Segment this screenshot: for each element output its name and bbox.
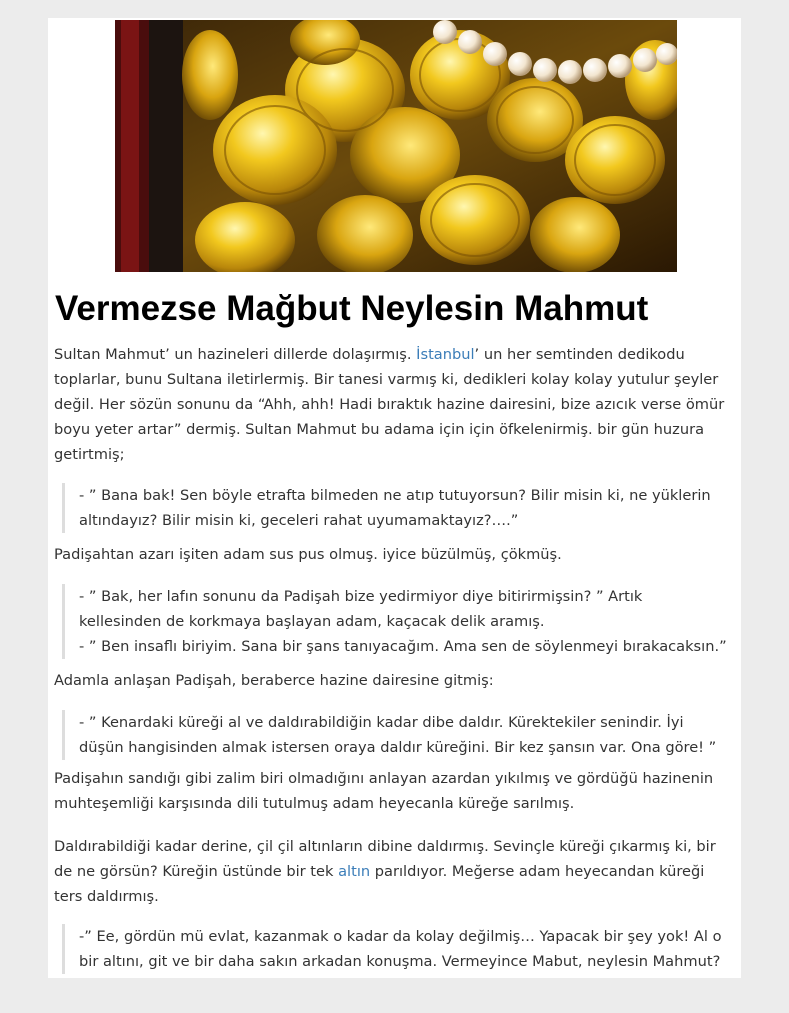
istanbul-link[interactable]: İstanbul [416,346,475,363]
paragraph-intro-text-end: ’ un her semtinden dedikodu toplarlar, bunu Sultana iletirlermiş. Bir tanesi varmış ki, dedikleri kolay kolay yutulur şeyler değil. Her sözün sonunu da “Ahh, ahh! Hadi bıraktık hazine dairesini, bize azıcık verse ömür boyu yeter artar” dermiş. Sultan Mahmut bu adama için için öfkelenirmiş. bir gün huzura getirtmiş; [54,346,725,463]
blockquote-4 [62,924,728,974]
gold-coins-image [115,20,677,272]
blockquote-2 [62,584,728,659]
paragraph-5-text-end: parıldıyor. Meğerse adam heyecandan küreği ters daldırmış. [54,863,705,905]
blockquote-1 [62,483,728,533]
paragraph-3: Adamla anlaşan Padişah, beraberce hazine dairesine gitmiş: [54,672,494,689]
paragraph-2: Padişahtan azarı işiten adam sus pus olmuş. iyice büzülmüş, çökmüş. [54,546,562,563]
paragraph-intro-text-start: Sultan Mahmut’ un hazineleri dillerde dolaşırmış. [54,346,417,363]
article-page [48,18,741,978]
quote-text: - ” Bak, her lafın sonunu da Padişah bize yedirmiyor diye bitirirmişsin? ” Artık kellesinden de korkmaya başlayan adam, kaçacak delik aramış. [79,588,643,630]
blockquote-3 [62,710,728,760]
quote-text: - ” Kenardaki küreği al ve daldırabildiğin kadar dibe daldır. Kürektekiler senindir. İyi düşün hangisinden almak istersen oraya daldır küreğini. Bir kez şansın var. Ona göre! ” [79,714,717,756]
paragraph-intro [54,342,730,467]
quote-text: - ” Ben insaflı biriyim. Sana bir şans tanıyacağım. Ama sen de söylenmeyi bırakacaksın.” [79,638,727,655]
paragraph-4: Padişahın sandığı gibi zalim biri olmadığını anlayan azardan yıkılmış ve gördüğü hazinenin muhteşemliği karşısında dili tutulmuş adam heyecanla küreğe sarılmış. [54,770,714,812]
article-title: Vermezse Mağbut Neylesin Mahmut [55,289,649,328]
altin-link[interactable]: altın [338,863,371,880]
paragraph-5 [54,834,730,909]
quote-text: - ” Bana bak! Sen böyle etrafta bilmeden ne atıp tutuyorsun? Bilir misin ki, ne yüklerin altındayız? Bilir misin ki, geceleri rahat uyumamaktayız?….” [79,487,711,529]
quote-text: -” Ee, gördün mü evlat, kazanmak o kadar da kolay değilmiş… Yapacak bir şey yok! Al o bir altını, git ve bir daha sakın arkadan konuşma. Vermeyince Mabut, neylesin Mahmut? [79,928,722,970]
hero-image [115,20,677,272]
paragraph-5-text-start: Daldırabildiği kadar derine, çil çil altınların dibine daldırmış. Sevinçle küreği çıkarmış ki, bir de ne görsün? Küreğin üstünde bir tek [54,838,716,880]
